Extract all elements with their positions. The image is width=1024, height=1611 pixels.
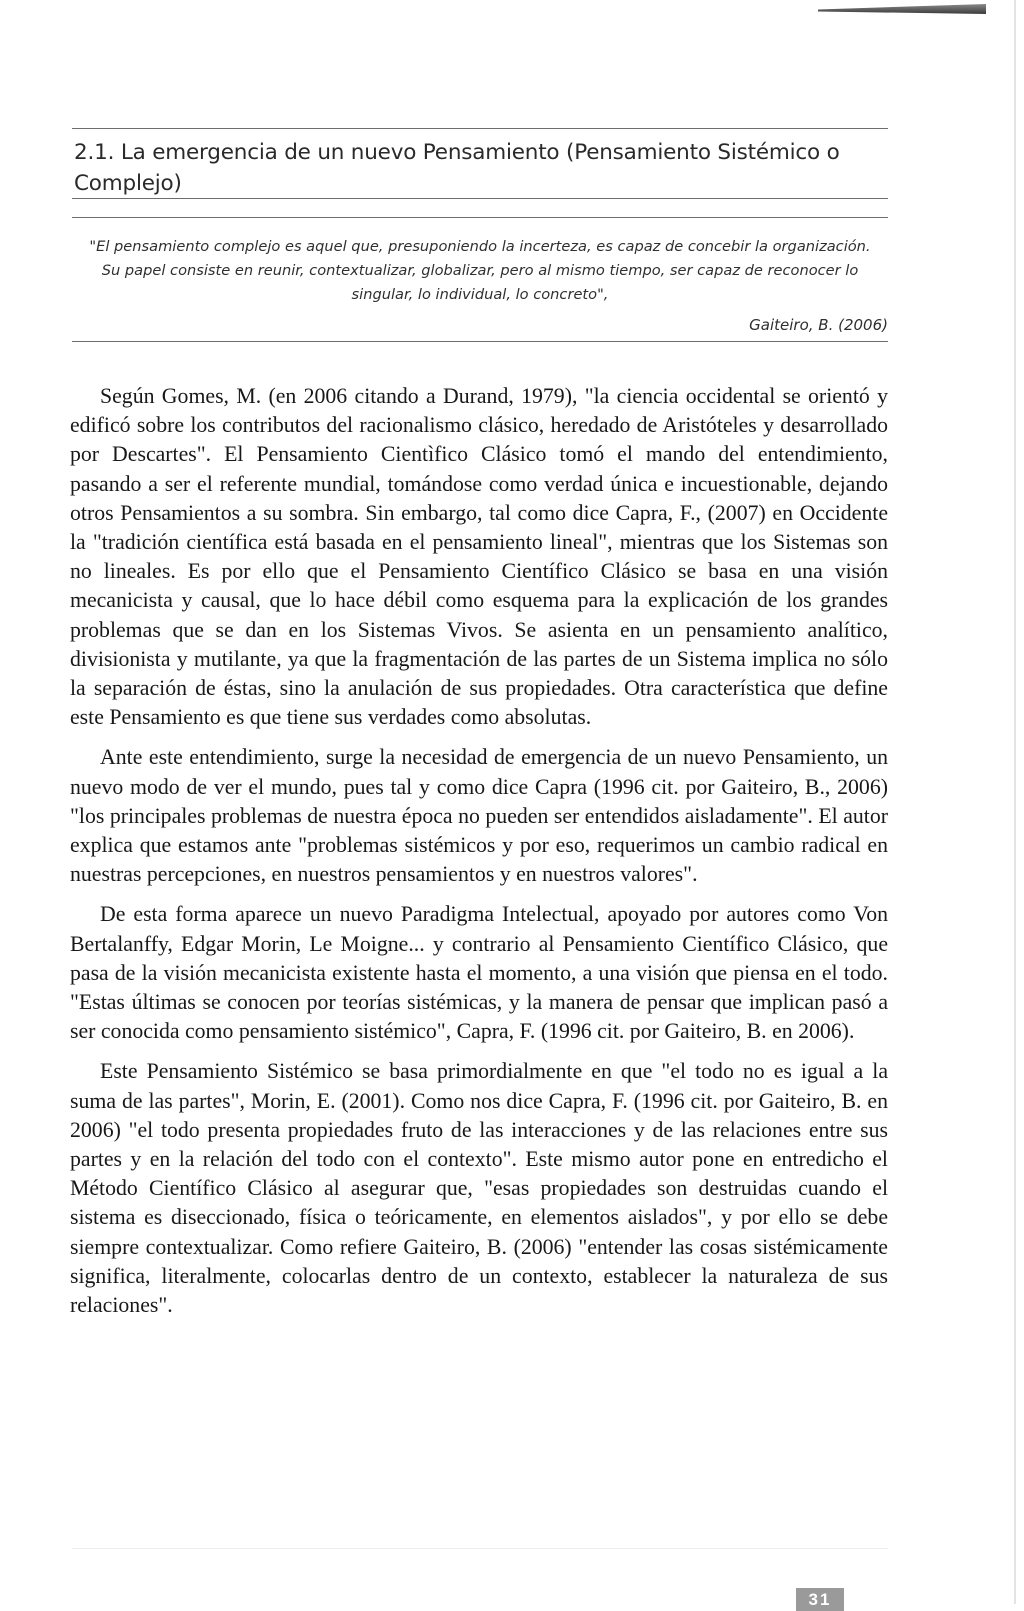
paragraph: Este Pensamiento Sistémico se basa primordialmente en que "el todo no es igual a la suma de las partes", Morin, E. (2001). Como nos dice Capra, F. (1996 cit. por Gaiteiro, B. en 2006) "el todo presenta propiedades fruto de las interacciones y de las relaciones entre sus partes y en la relación del todo con el contexto". Este mismo autor pone en entredicho el Método Científico Clásico al asegurar que, "esas propiedades son destruidas cuando el sistema es diseccionado, física o teóricamente, en elementos aislados", y por ello se debe siempre contextualizar. Como refiere Gaiteiro, B. (2006) "entender las cosas sistémicamente significa, literalmente, colocarlas dentro de un contexto, establecer la naturaleza de sus relaciones". bbox=[70, 1059, 888, 1318]
scan-edge-mark bbox=[818, 4, 986, 14]
epigraph-top-rule bbox=[72, 217, 888, 218]
heading-bottom-rule bbox=[72, 198, 888, 199]
paragraph: De esta forma aparece un nuevo Paradigma Intelectual, apoyado por autores como Von Bertalanffy, Edgar Morin, Le Moigne... y contrario al Pensamiento Científico Clásico, que pasa de la visión mecanicista existente hasta el momento, a una visión que piensa en el todo. "Estas últimas se conocen por teorías sistémicas, y la manera de pensar que implican pasó a ser conocida como pensamiento sistémico", Capra, F. (1996 cit. por Gaiteiro, B. en 2006). bbox=[70, 902, 888, 1044]
heading-top-rule bbox=[72, 128, 888, 129]
body-text bbox=[70, 382, 888, 1331]
footer-rule bbox=[72, 1548, 888, 1549]
paragraph: Ante este entendimiento, surge la necesidad de emergencia de un nuevo Pensamiento, un nuevo modo de ver el mundo, pues tal y como dice Capra (1996 cit. por Gaiteiro, B., 2006) "los principales problemas de nuestra época no pueden ser entendidos aisladamente". El autor explica que estamos ante "problemas sistémicos y por eso, requerimos un cambio radical en nuestras percepciones, en nuestros pensamientos y en nuestros valores". bbox=[70, 745, 888, 887]
epigraph-quote: "El pensamiento complejo es aquel que, presuponiendo la incerteza, es capaz de concebir la organización. Su papel consiste en reunir, contextualizar, globalizar, pero al mismo tiempo, ser capaz de reconocer lo singular, lo individual, lo concreto", bbox=[89, 238, 871, 303]
section-heading: 2.1. La emergencia de un nuevo Pensamiento (Pensamiento Sistémico o Complejo) bbox=[74, 140, 840, 196]
scan-right-edge bbox=[1014, 0, 1016, 1604]
epigraph-bottom-rule bbox=[72, 341, 888, 342]
paragraph: Según Gomes, M. (en 2006 citando a Durand, 1979), "la ciencia occidental se orientó y edificó sobre los contributos del racionalismo clásico, heredado de Aristóteles y desarrollado por Descartes". El Pensamiento Cientìfico Clásico tomó el mando del entendimiento, pasando a ser el referente mundial, tomándose como verdad única e incuestionable, dejando otros Pensamientos a su sombra. Sin embargo, tal como dice Capra, F., (2007) en Occidente la "tradición científica está basada en el pensamiento lineal", mientras que los Sistemas son no lineales. Es por ello que el Pensamiento Científico Clásico se basa en una visión mecanicista y causal, que lo hace débil como esquema para la explicación de los grandes problemas que se dan en los Sistemas Vivos. Se asienta en un pensamiento analítico, divisionista y mutilante, ya que la fragmentación de las partes de un Sistema implica no sólo la separación de éstas, sino la anulación de sus propiedades. Otra característica que define este Pensamiento es que tiene sus verdades como absolutas. bbox=[70, 384, 888, 730]
epigraph-source: Gaiteiro, B. (2006) bbox=[749, 316, 888, 334]
page-number: 31 bbox=[796, 1588, 844, 1611]
